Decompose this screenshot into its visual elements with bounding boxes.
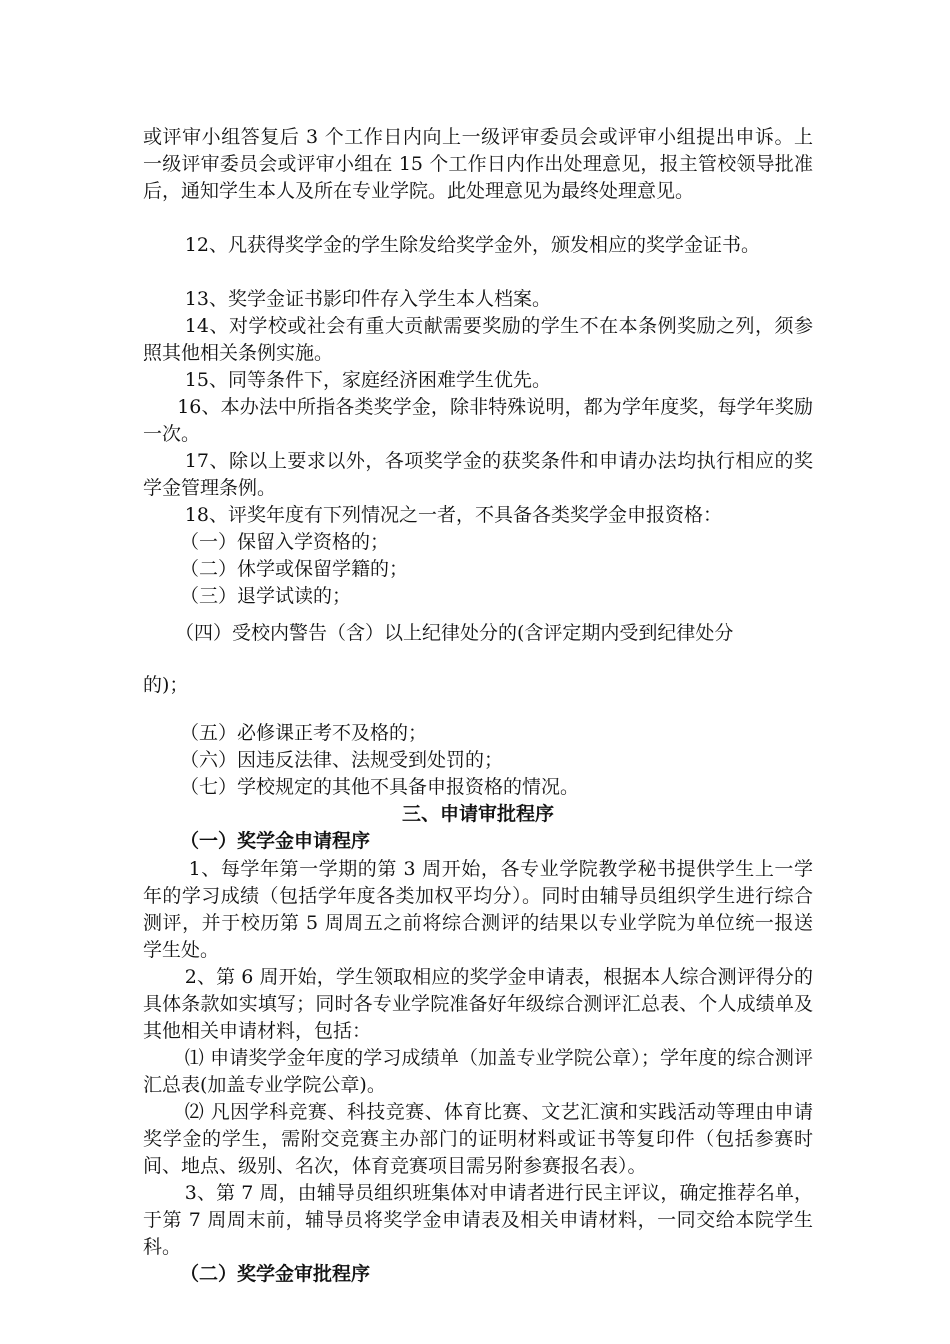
list-item: （四）受校内警告（含）以上纪律处分的(含评定期内受到纪律处分 <box>175 622 734 644</box>
paragraph: 15、同等条件下，家庭经济困难学生优先。 <box>184 369 551 391</box>
list-item: 的)； <box>143 674 189 696</box>
paragraph-item-16 <box>143 394 813 448</box>
paragraph: 或评审小组答复后 3 个工作日内向上一级评审委员会或评审小组提出申诉。上一级评审委员会或评审小组在 15 个工作日内作出处理意见，报主管校领导批准后，通知学生本人及所在专业学院。此处理意见为最终处理意见。 <box>143 126 813 202</box>
list-item-disqualify-2 <box>180 556 820 583</box>
list-item-disqualify-6 <box>180 747 820 774</box>
paragraph: 1、每学年第一学期的第 3 周开始，各专业学院教学秘书提供学生上一学年的学习成绩（包括学年度各类加权平均分）。同时由辅导员组织学生进行综合测评，并于校历第 5 周周五之前将综合测评的结果以专业学院为单位统一报送学生处。 <box>143 858 813 961</box>
paragraph: 16、本办法中所指各类奖学金，除非特殊说明，都为学年度奖，每学年奖励一次。 <box>143 396 813 445</box>
paragraph-item-13 <box>143 286 813 313</box>
paragraph-apply-2-2 <box>143 1099 813 1180</box>
paragraph-apply-3 <box>143 1180 813 1261</box>
list-item-disqualify-4 <box>175 620 820 647</box>
section-heading <box>143 801 813 828</box>
paragraph: 14、对学校或社会有重大贡献需要奖励的学生不在本条例奖励之列，须参照其他相关条例实施。 <box>143 315 813 364</box>
paragraph: 3、第 7 周，由辅导员组织班集体对申请者进行民主评议，确定推荐名单，于第 7 周周末前，辅导员将奖学金申请表及相关申请材料，一同交给本院学生科。 <box>143 1182 813 1258</box>
paragraph-apply-2 <box>143 964 813 1045</box>
paragraph-item-18 <box>143 502 813 529</box>
paragraph-apply-1 <box>143 856 813 964</box>
paragraph-item-17 <box>143 448 813 502</box>
list-item: （七）学校规定的其他不具备申报资格的情况。 <box>180 776 580 798</box>
subsection-heading-apply <box>180 828 820 855</box>
subsection-heading-approve <box>180 1261 820 1288</box>
list-item: （三）退学试读的； <box>180 585 352 607</box>
paragraph: 18、评奖年度有下列情况之一者，不具备各类奖学金申报资格： <box>184 504 722 526</box>
paragraph: ⑵ 凡因学科竞赛、科技竞赛、体育比赛、文艺汇演和实践活动等理由申请奖学金的学生，需附交竞赛主办部门的证明材料或证书等复印件（包括参赛时间、地点、级别、名次，体育竞赛项目需另附参赛报名表）。 <box>143 1101 813 1177</box>
list-item: （六）因违反法律、法规受到处罚的； <box>180 749 504 771</box>
list-item: （五）必修课正考不及格的； <box>180 722 428 744</box>
paragraph-item-12 <box>143 232 813 259</box>
list-item: （一）保留入学资格的； <box>180 531 390 553</box>
section-title: 三、申请审批程序 <box>401 803 554 825</box>
paragraph-apply-2-1 <box>143 1045 813 1099</box>
paragraph: 13、奖学金证书影印件存入学生本人档案。 <box>184 288 551 310</box>
list-item-disqualify-3 <box>180 583 820 610</box>
list-item-disqualify-5 <box>180 720 820 747</box>
list-item-disqualify-1 <box>180 529 820 556</box>
list-item-disqualify-4-continued <box>143 672 813 699</box>
paragraph-item-14 <box>143 313 813 367</box>
paragraph: 12、凡获得奖学金的学生除发给奖学金外，颁发相应的奖学金证书。 <box>184 234 760 256</box>
paragraph: ⑴ 申请奖学金年度的学习成绩单（加盖专业学院公章）；学年度的综合测评汇总表(加盖专业学院公章)。 <box>143 1047 813 1096</box>
subsection-title: （一）奖学金申请程序 <box>180 830 371 852</box>
paragraph: 2、第 6 周开始，学生领取相应的奖学金申请表，根据本人综合测评得分的具体条款如实填写；同时各专业学院准备好年级综合测评汇总表、个人成绩单及其他相关申请材料，包括： <box>143 966 813 1042</box>
paragraph: 17、除以上要求以外，各项奖学金的获奖条件和申请办法均执行相应的奖学金管理条例。 <box>143 450 813 499</box>
subsection-title: （二）奖学金审批程序 <box>180 1263 371 1285</box>
paragraph-appeal-continuation <box>143 124 813 205</box>
list-item: （二）休学或保留学籍的； <box>180 558 409 580</box>
list-item-disqualify-7 <box>180 774 820 801</box>
paragraph-item-15 <box>143 367 813 394</box>
